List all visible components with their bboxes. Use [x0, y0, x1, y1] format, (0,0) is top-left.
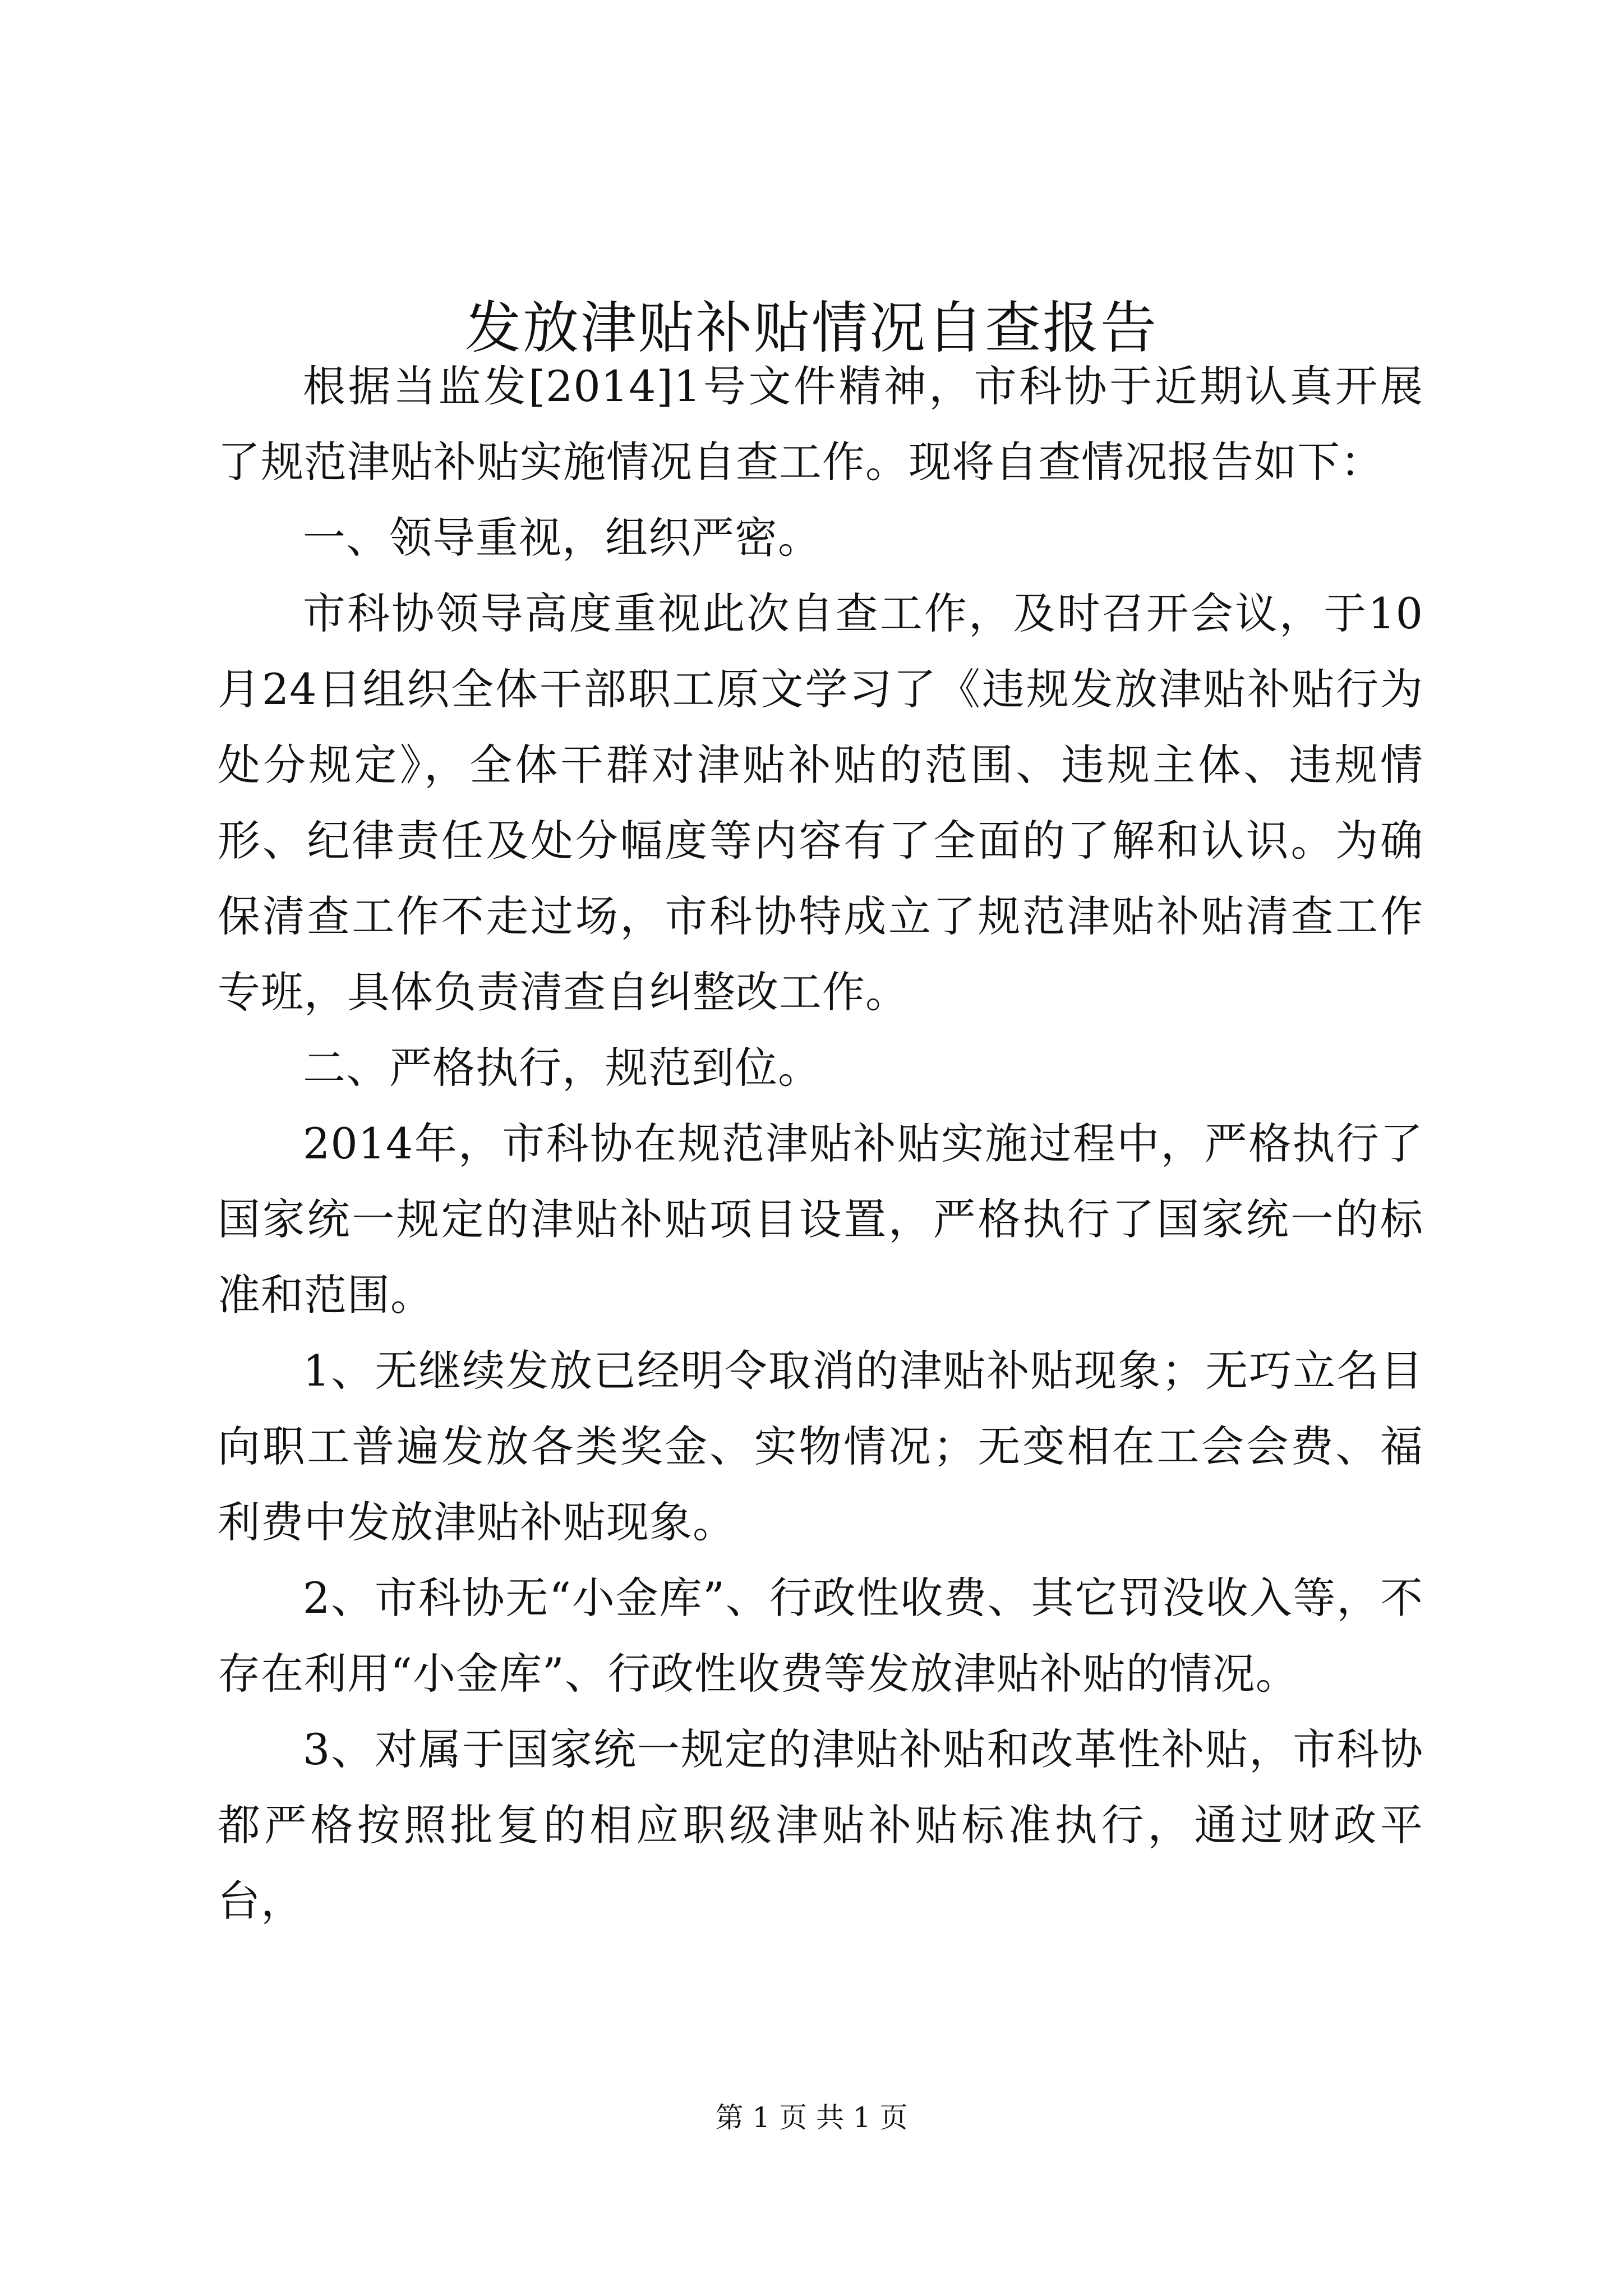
paragraph-section-2: 2014年，市科协在规范津贴补贴实施过程中，严格执行了国家统一规定的津贴补贴项目设置，严格执行了国家统一的标准和范围。: [218, 1119, 1423, 1320]
list-item-1: 1、无继续发放已经明令取消的津贴补贴现象；无巧立名目向职工普遍发放各类奖金、实物情况；无变相在工会会费、福利费中发放津贴补贴现象。: [218, 1346, 1423, 1547]
section-heading-2: 二、严格执行，规范到位。: [303, 1043, 821, 1093]
paragraph-section-1: 市科协领导高度重视此次自查工作，及时召开会议，于10月24日组织全体干部职工原文学习了《违规发放津贴补贴行为处分规定》，全体干群对津贴补贴的范围、违规主体、违规情形、纪律责任及处分幅度等内容有了全面的了解和认识。为确保清查工作不走过场，市科协特成立了规范津贴补贴清查工作专班，具体负责清查自纠整改工作。: [218, 588, 1423, 1017]
list-item-2: 2、市科协无“小金库”、行政性收费、其它罚没收入等，不存在利用“小金库”、行政性收费等发放津贴补贴的情况。: [218, 1573, 1423, 1699]
paragraph-intro: 根据当监发[2014]1号文件精神，市科协于近期认真开展了规范津贴补贴实施情况自查工作。现将自查情况报告如下：: [218, 361, 1423, 487]
section-heading-1: 一、领导重视，组织严密。: [303, 513, 821, 563]
document-title: 发放津贴补贴情况自查报告: [465, 295, 1158, 361]
page-footer: 第 1 页 共 1 页: [715, 2101, 908, 2134]
list-item-3: 3、对属于国家统一规定的津贴补贴和改革性补贴，市科协都严格按照批复的相应职级津贴补贴标准执行，通过财政平台，: [218, 1724, 1423, 1926]
document-body: [218, 348, 1423, 1939]
